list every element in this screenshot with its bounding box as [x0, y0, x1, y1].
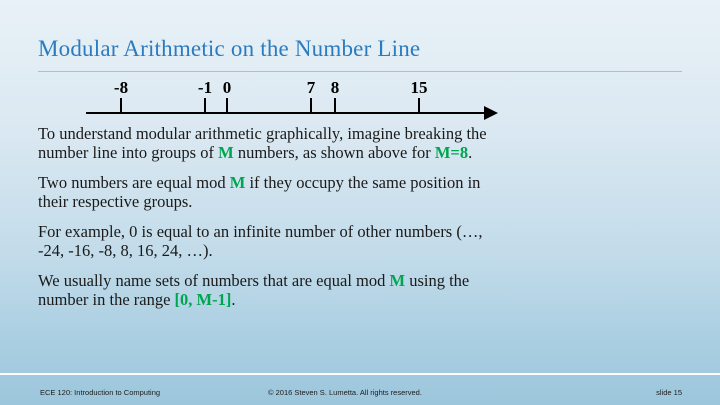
body-paragraph: [38, 271, 498, 309]
number-line-label: -8: [113, 78, 129, 97]
body-text: .: [468, 143, 473, 162]
number-line-tick: [310, 98, 312, 114]
footer-divider: [0, 373, 720, 375]
number-line-tick: [418, 98, 420, 114]
footer-copyright: © 2016 Steven S. Lumetta. All rights reserved.: [268, 388, 422, 397]
highlighted-term: [0, M-1]: [174, 290, 232, 309]
slide-body: [38, 124, 498, 309]
number-line-label: 7: [306, 78, 316, 97]
body-text: using the number in the range: [38, 271, 470, 309]
footer-course: ECE 120: Introduction to Computing: [40, 388, 161, 397]
number-line-tick: [120, 98, 122, 114]
page-title: Modular Arithmetic on the Number Line: [38, 36, 421, 61]
highlighted-term: M: [229, 173, 246, 192]
body-text: numbers, as shown above for: [233, 143, 435, 162]
body-text: We usually name sets of numbers that are equal mod: [38, 271, 390, 290]
body-text: To understand modular arithmetic graphically, imagine breaking the number line into groups of: [38, 124, 487, 162]
body-text: Two numbers are equal mod: [38, 173, 230, 192]
number-line-axis: [86, 112, 486, 114]
title-divider: [38, 71, 682, 72]
body-text: For example, 0 is equal to an infinite number of other numbers (…, -24, -16, -8, 8, 16, 24, …).: [38, 222, 483, 260]
body-text: .: [231, 290, 236, 309]
number-line-label: 0: [222, 78, 232, 97]
body-paragraph: [38, 222, 498, 260]
footer-slide-number: slide 15: [656, 388, 682, 397]
number-line-tick: [204, 98, 206, 114]
number-line-label: -1: [197, 78, 213, 97]
highlighted-term: M: [389, 271, 406, 290]
arrow-right-icon: [484, 106, 498, 120]
body-paragraph: [38, 173, 498, 211]
body-text: if they occupy the same position in their respective groups.: [38, 173, 481, 211]
body-paragraph: [38, 124, 498, 162]
highlighted-term: M=8: [434, 143, 469, 162]
number-line-tick: [334, 98, 336, 114]
number-line-tick: [226, 98, 228, 114]
highlighted-term: M: [218, 143, 234, 162]
number-line-diagram: [38, 80, 682, 125]
number-line-label: 15: [410, 78, 428, 97]
number-line-label: 8: [330, 78, 340, 97]
slide-footer: [0, 378, 720, 405]
